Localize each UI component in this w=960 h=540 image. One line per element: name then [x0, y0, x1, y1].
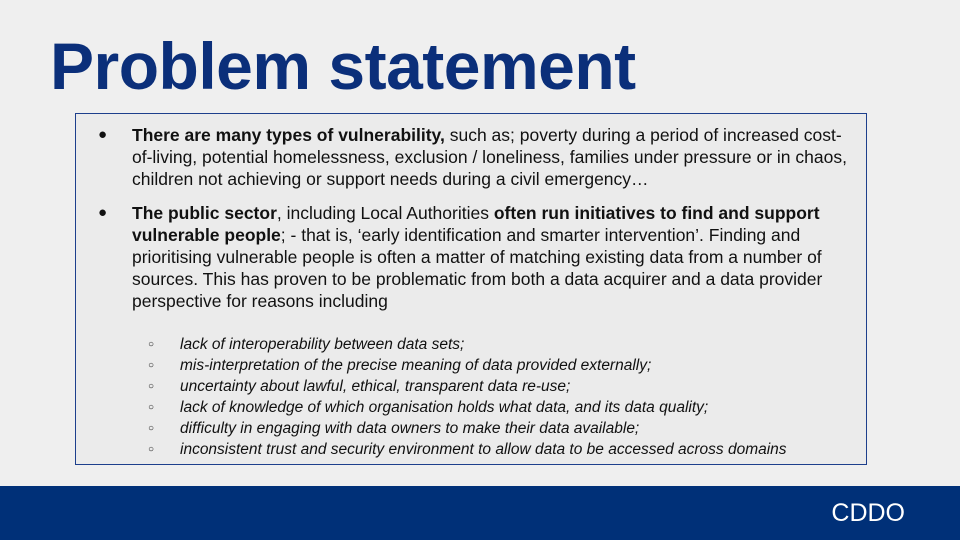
bullet-bold-text: There are many types of vulnerability,: [132, 125, 445, 145]
sub-bullet-list: [132, 334, 858, 460]
sub-bullet-item: [132, 376, 858, 397]
bullet-bold-text: The public sector: [132, 203, 277, 223]
bullet-list: [76, 124, 866, 460]
sub-bullet-text: lack of knowledge of which organisation holds what data, and its data quality;: [180, 399, 709, 416]
sub-bullet-text: lack of interoperability between data sets;: [180, 336, 465, 353]
sub-bullet-item: [132, 418, 858, 439]
sub-bullet-text: uncertainty about lawful, ethical, transparent data re-use;: [180, 378, 571, 395]
sub-bullet-item: [132, 334, 858, 355]
sub-bullet-marker: ○: [148, 402, 155, 413]
sub-bullet-marker: ○: [148, 339, 155, 350]
sub-bullet-text: inconsistent trust and security environment to allow data to be accessed across domains: [180, 441, 787, 458]
slide-title: Problem statement: [50, 29, 636, 103]
bullet-marker: ●: [98, 126, 108, 143]
sub-bullet-item: [132, 355, 858, 376]
bullet-bold-text: often run initiatives to find and support vulnerable people: [132, 203, 820, 245]
sub-bullet-marker: ○: [148, 381, 155, 392]
content-box: [75, 113, 867, 465]
sub-bullet-item: [132, 397, 858, 418]
bullet-text: ; - that is, ‘early identification and smarter intervention’. Finding and prioritising vulnerable people is often a matter of matching existing data from a number of sources. This has proven to be problematic from both a data acquirer and a data provider perspective for reasons including: [132, 225, 823, 311]
bullet-text: , including Local Authorities: [276, 203, 494, 223]
bullet-text: such as; poverty during a period of increased cost-of-living, potential homelessness, exclusion / loneliness, families under pressure or in chaos, children not achieving or support needs during a civil emergency…: [132, 125, 847, 189]
footer-bar: [0, 486, 960, 540]
bullet-item-vulnerability-types: [76, 124, 866, 190]
sub-bullet-text: difficulty in engaging with data owners to make their data available;: [180, 420, 640, 437]
sub-bullet-item: [132, 439, 858, 460]
cddo-logo-text: CDDO: [831, 499, 905, 527]
sub-bullet-marker: ○: [148, 444, 155, 455]
bullet-marker: ●: [98, 204, 108, 221]
sub-bullet-marker: ○: [148, 423, 155, 434]
sub-bullet-text: mis-interpretation of the precise meaning of data provided externally;: [180, 357, 652, 374]
bullet-item-public-sector: [76, 202, 866, 460]
sub-bullet-marker: ○: [148, 360, 155, 371]
